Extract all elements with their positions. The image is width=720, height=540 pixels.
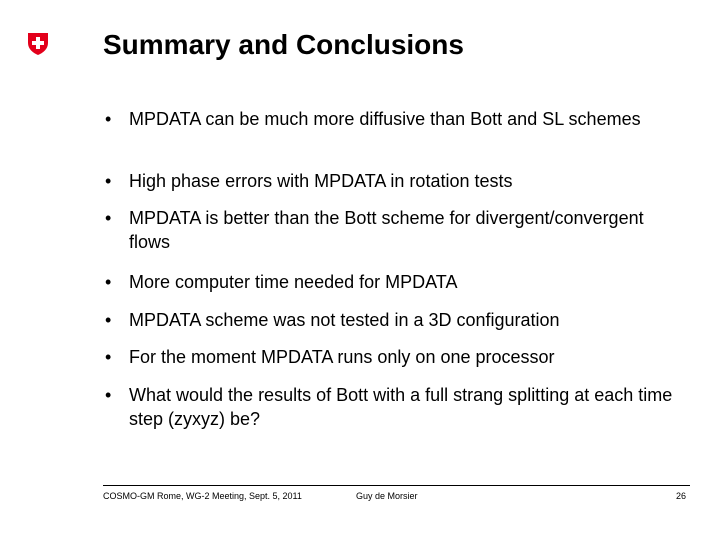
bullet-marker: • [105,208,112,228]
footer-page-number: 26 [676,491,687,501]
bullet-item [105,169,685,193]
footer-author: Guy de Morsier [356,491,418,501]
bullet-text: What would the results of Bott with a full strang splitting at each time step (zyxyz) be? [129,385,673,429]
swiss-cross-shield-icon [27,32,49,56]
bullet-marker: • [105,310,112,330]
bullet-text: MPDATA scheme was not tested in a 3D configuration [129,310,560,330]
bullet-marker: • [105,171,112,191]
slide-title: Summary and Conclusions [103,29,464,60]
bullet-text: MPDATA can be much more diffusive than Bott and SL schemes [129,109,641,129]
bullet-marker: • [105,272,112,292]
bullet-item [105,270,685,294]
bullet-item [105,308,685,332]
bullet-item [105,383,685,431]
bullet-item [105,206,685,254]
footer-divider [103,485,690,486]
bullet-item [105,345,685,369]
bullet-marker: • [105,347,112,367]
bullet-marker: • [105,109,112,129]
bullet-text: For the moment MPDATA runs only on one processor [129,347,555,367]
footer-event: COSMO-GM Rome, WG-2 Meeting, Sept. 5, 2011 [103,491,302,501]
bullet-text: High phase errors with MPDATA in rotation tests [129,171,513,191]
bullet-text: MPDATA is better than the Bott scheme for divergent/convergent flows [129,208,644,252]
bullet-marker: • [105,385,112,405]
bullet-text: More computer time needed for MPDATA [129,272,458,292]
bullet-item [105,107,685,131]
